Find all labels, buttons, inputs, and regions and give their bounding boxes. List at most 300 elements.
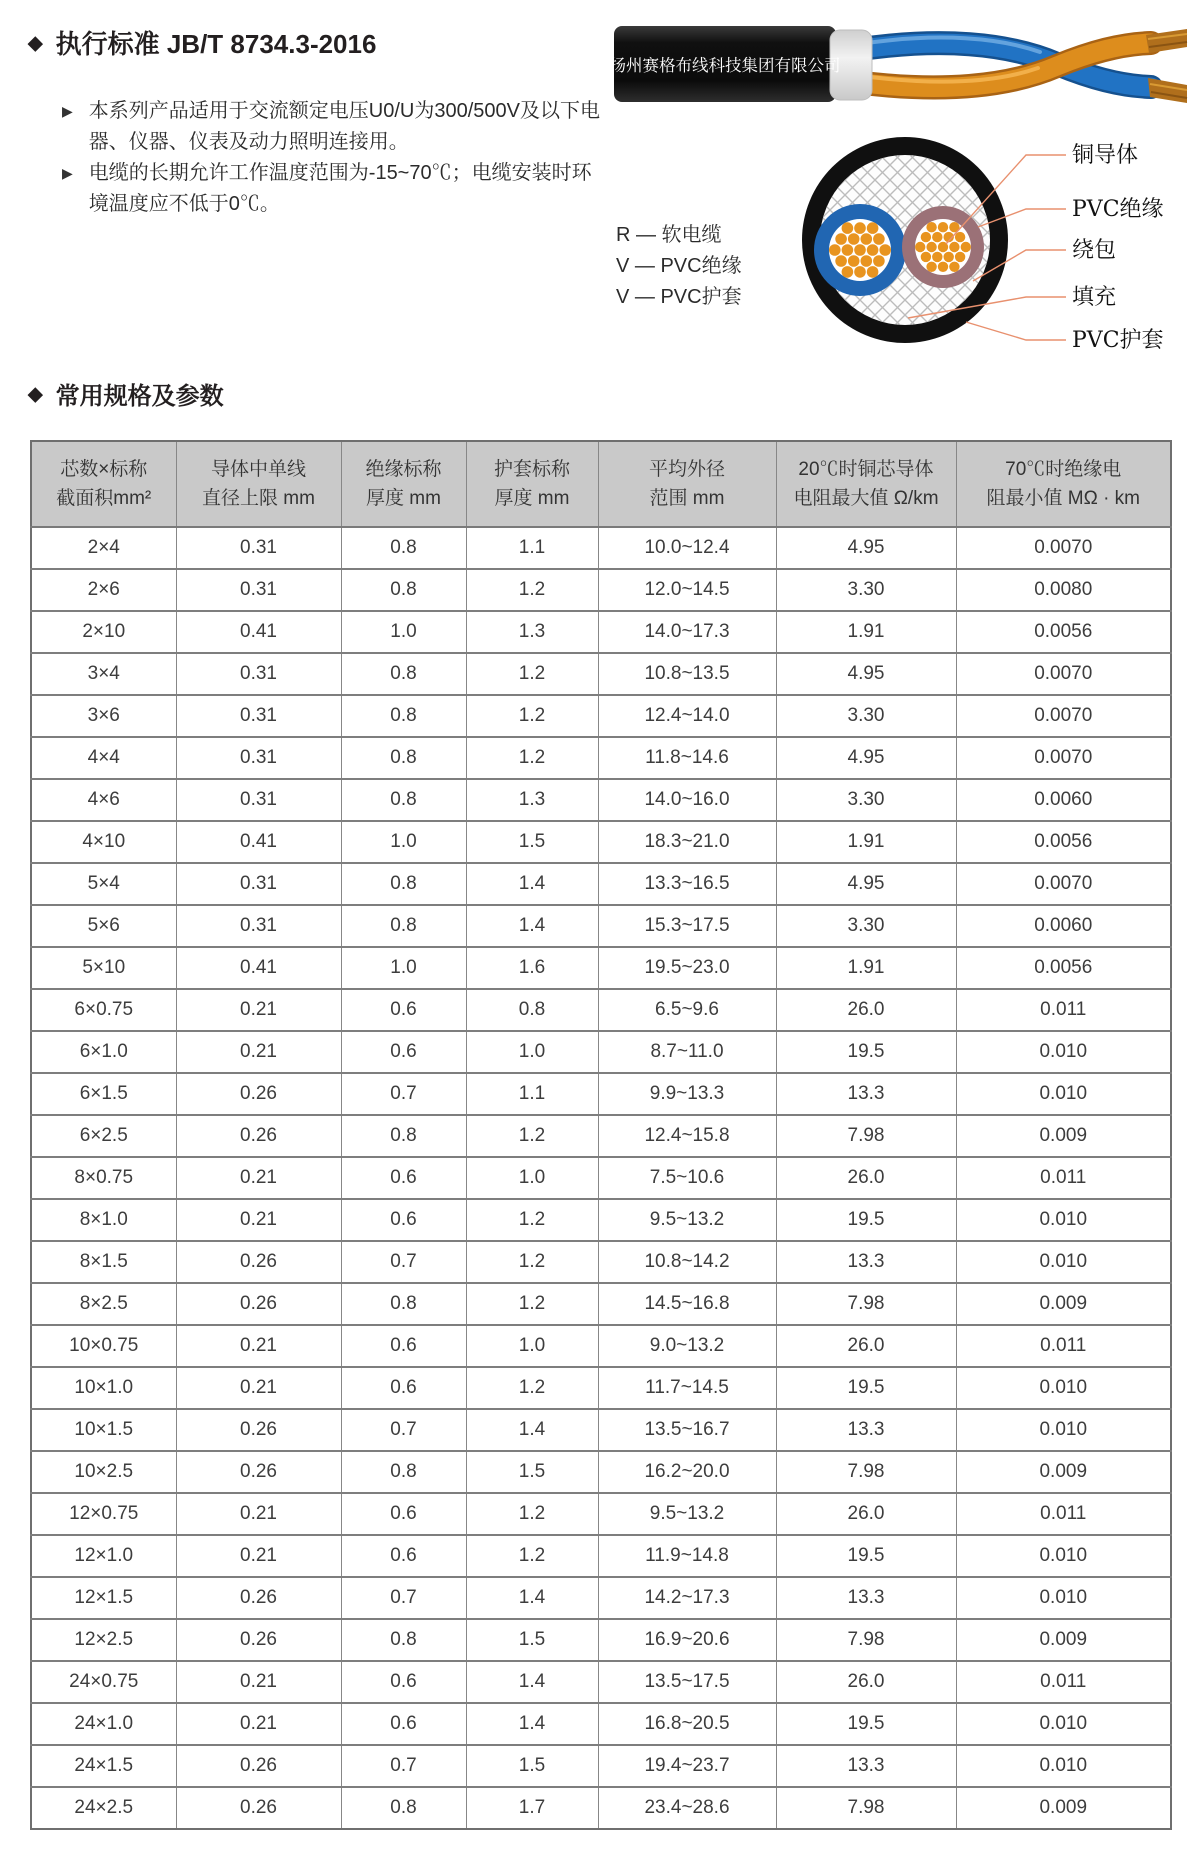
table-row xyxy=(31,1367,1171,1409)
table-cell: 24×1.5 xyxy=(31,1745,176,1787)
table-cell: 5×6 xyxy=(31,905,176,947)
table-cell: 4×10 xyxy=(31,821,176,863)
copper-strand-dot xyxy=(944,252,954,262)
copper-strand-dot xyxy=(873,255,885,267)
table-cell: 0.6 xyxy=(341,1661,466,1703)
table-cell: 10×0.75 xyxy=(31,1325,176,1367)
table-cell: 10×1.5 xyxy=(31,1409,176,1451)
copper-strand-dot xyxy=(842,266,854,278)
table-cell: 26.0 xyxy=(776,1493,956,1535)
copper-strand-dot xyxy=(848,255,860,267)
label-pvc-sheath: PVC护套 xyxy=(1072,328,1164,353)
table-cell: 0.21 xyxy=(176,989,341,1031)
copper-strand-dot xyxy=(949,242,959,252)
table-cell: 0.26 xyxy=(176,1619,341,1661)
table-cell: 0.8 xyxy=(341,695,466,737)
table-cell: 0.010 xyxy=(956,1745,1171,1787)
copper-strand-dot xyxy=(915,242,925,252)
col-header: 护套标称 厚度 mm xyxy=(466,441,598,527)
triangle-bullet-icon: ▶ xyxy=(62,103,73,119)
table-row xyxy=(31,1199,1171,1241)
table-cell: 10.8~14.2 xyxy=(598,1241,776,1283)
copper-strand-dot xyxy=(854,222,866,234)
copper-strand-dot xyxy=(961,242,971,252)
triangle-bullet-icon: ▶ xyxy=(62,165,73,181)
table-cell: 3.30 xyxy=(776,779,956,821)
table-cell: 0.7 xyxy=(341,1577,466,1619)
table-cell: 7.98 xyxy=(776,1283,956,1325)
copper-strand-dot xyxy=(829,244,841,256)
table-cell: 0.21 xyxy=(176,1031,341,1073)
copper-strand-dot xyxy=(932,252,942,262)
table-cell: 0.011 xyxy=(956,989,1171,1031)
table-cell: 0.26 xyxy=(176,1241,341,1283)
table-cell: 0.8 xyxy=(341,863,466,905)
table-cell: 13.5~17.5 xyxy=(598,1661,776,1703)
diamond-bullet-icon: ◆ xyxy=(28,33,43,54)
col-header: 芯数×标称 截面积mm² xyxy=(31,441,176,527)
spec-table-header xyxy=(31,441,1171,527)
type-code-legend xyxy=(616,220,742,313)
table-cell: 0.8 xyxy=(341,569,466,611)
table-row xyxy=(31,1157,1171,1199)
table-cell: 19.5 xyxy=(776,1535,956,1577)
table-cell: 13.5~16.7 xyxy=(598,1409,776,1451)
table-cell: 1.91 xyxy=(776,821,956,863)
table-cell: 1.4 xyxy=(466,1703,598,1745)
copper-strand-dot xyxy=(842,222,854,234)
table-cell: 13.3~16.5 xyxy=(598,863,776,905)
table-cell: 0.21 xyxy=(176,1535,341,1577)
copper-strand-dot xyxy=(879,244,891,256)
table-cell: 26.0 xyxy=(776,989,956,1031)
copper-strand-dot xyxy=(867,244,879,256)
table-row xyxy=(31,863,1171,905)
table-cell: 14.0~16.0 xyxy=(598,779,776,821)
intro-bullets xyxy=(62,96,610,220)
table-row xyxy=(31,653,1171,695)
table-cell: 1.1 xyxy=(466,1073,598,1115)
table-cell: 10×2.5 xyxy=(31,1451,176,1493)
table-cell: 9.9~13.3 xyxy=(598,1073,776,1115)
table-cell: 13.3 xyxy=(776,1409,956,1451)
table-cell: 7.98 xyxy=(776,1451,956,1493)
table-cell: 8×1.0 xyxy=(31,1199,176,1241)
table-cell: 0.21 xyxy=(176,1157,341,1199)
table-cell: 0.8 xyxy=(341,1619,466,1661)
table-cell: 0.0070 xyxy=(956,737,1171,779)
table-cell: 2×4 xyxy=(31,527,176,569)
copper-strand-dot xyxy=(926,222,936,232)
bullet-text: 本系列产品适用于交流额定电压U0/U为300/500V及以下电器、仪器、仪表及动力照明连接用。 xyxy=(88,100,600,153)
table-cell: 12.4~14.0 xyxy=(598,695,776,737)
table-cell: 23.4~28.6 xyxy=(598,1787,776,1829)
col-header: 绝缘标称 厚度 mm xyxy=(341,441,466,527)
cable-photo xyxy=(610,24,1188,108)
table-cell: 0.7 xyxy=(341,1409,466,1451)
section-title-specs xyxy=(28,376,224,411)
table-cell: 0.010 xyxy=(956,1199,1171,1241)
table-row xyxy=(31,1493,1171,1535)
table-cell: 12.0~14.5 xyxy=(598,569,776,611)
table-cell: 0.010 xyxy=(956,1367,1171,1409)
table-cell: 0.41 xyxy=(176,947,341,989)
table-cell: 1.2 xyxy=(466,1241,598,1283)
table-cell: 0.8 xyxy=(341,1115,466,1157)
table-cell: 0.31 xyxy=(176,905,341,947)
copper-strand-dot xyxy=(938,222,948,232)
table-row xyxy=(31,821,1171,863)
table-cell: 0.26 xyxy=(176,1409,341,1451)
table-cell: 0.0070 xyxy=(956,863,1171,905)
copper-strand-dot xyxy=(861,233,873,245)
table-cell: 8.7~11.0 xyxy=(598,1031,776,1073)
table-row xyxy=(31,1073,1171,1115)
table-cell: 9.0~13.2 xyxy=(598,1325,776,1367)
table-cell: 0.010 xyxy=(956,1535,1171,1577)
table-cell: 19.5 xyxy=(776,1031,956,1073)
table-cell: 0.6 xyxy=(341,1703,466,1745)
legend-line: V — PVC绝缘 xyxy=(616,255,742,277)
copper-strand-dot xyxy=(842,244,854,256)
table-cell: 1.5 xyxy=(466,1451,598,1493)
table-cell: 1.2 xyxy=(466,1535,598,1577)
table-cell: 5×4 xyxy=(31,863,176,905)
table-row xyxy=(31,1409,1171,1451)
table-cell: 14.0~17.3 xyxy=(598,611,776,653)
table-cell: 0.41 xyxy=(176,821,341,863)
table-cell: 2×10 xyxy=(31,611,176,653)
copper-strand-dot xyxy=(938,262,948,272)
copper-strand-dot xyxy=(873,233,885,245)
table-cell: 9.5~13.2 xyxy=(598,1493,776,1535)
copper-strand-dot xyxy=(926,242,936,252)
copper-strand-dot xyxy=(867,266,879,278)
table-row xyxy=(31,1031,1171,1073)
table-cell: 1.2 xyxy=(466,1115,598,1157)
table-cell: 0.010 xyxy=(956,1409,1171,1451)
table-cell: 16.8~20.5 xyxy=(598,1703,776,1745)
table-cell: 26.0 xyxy=(776,1325,956,1367)
table-cell: 4.95 xyxy=(776,737,956,779)
copper-strand-dot xyxy=(932,232,942,242)
table-row xyxy=(31,989,1171,1031)
table-cell: 14.2~17.3 xyxy=(598,1577,776,1619)
table-cell: 13.3 xyxy=(776,1073,956,1115)
table-cell: 0.0056 xyxy=(956,611,1171,653)
table-row xyxy=(31,737,1171,779)
table-cell: 7.98 xyxy=(776,1115,956,1157)
table-cell: 0.6 xyxy=(341,1493,466,1535)
legend-line: R — 软电缆 xyxy=(616,224,722,246)
table-cell: 1.0 xyxy=(341,821,466,863)
table-cell: 1.7 xyxy=(466,1787,598,1829)
table-cell: 19.5 xyxy=(776,1703,956,1745)
table-cell: 0.011 xyxy=(956,1661,1171,1703)
table-cell: 1.4 xyxy=(466,1409,598,1451)
table-cell: 0.8 xyxy=(341,1283,466,1325)
table-cell: 26.0 xyxy=(776,1661,956,1703)
bullet-item xyxy=(62,96,610,158)
table-cell: 0.8 xyxy=(341,527,466,569)
table-cell: 0.8 xyxy=(341,779,466,821)
header-row xyxy=(31,441,1171,527)
table-cell: 8×0.75 xyxy=(31,1157,176,1199)
table-cell: 1.0 xyxy=(341,611,466,653)
copper-strand-dot xyxy=(949,262,959,272)
table-cell: 8×1.5 xyxy=(31,1241,176,1283)
table-cell: 0.0056 xyxy=(956,947,1171,989)
table-cell: 0.26 xyxy=(176,1577,341,1619)
table-cell: 0.6 xyxy=(341,1535,466,1577)
table-cell: 7.98 xyxy=(776,1619,956,1661)
table-cell: 0.009 xyxy=(956,1787,1171,1829)
copper-strand-dot xyxy=(955,232,965,242)
table-cell: 0.26 xyxy=(176,1451,341,1493)
table-cell: 0.21 xyxy=(176,1199,341,1241)
table-cell: 13.3 xyxy=(776,1577,956,1619)
table-cell: 19.4~23.7 xyxy=(598,1745,776,1787)
table-cell: 1.4 xyxy=(466,1577,598,1619)
table-cell: 1.0 xyxy=(466,1325,598,1367)
col-header: 平均外径 范围 mm xyxy=(598,441,776,527)
core-mauve xyxy=(902,206,984,288)
label-copper-conductor: 铜导体 xyxy=(1072,143,1139,168)
table-row xyxy=(31,611,1171,653)
table-cell: 0.6 xyxy=(341,1157,466,1199)
table-cell: 1.0 xyxy=(466,1157,598,1199)
table-row xyxy=(31,1703,1171,1745)
standard-title-text: 执行标准 JB/T 8734.3-2016 xyxy=(55,29,377,59)
table-cell: 1.0 xyxy=(466,1031,598,1073)
table-cell: 19.5 xyxy=(776,1199,956,1241)
copper-strand-dot xyxy=(835,255,847,267)
copper-strand-dot xyxy=(955,252,965,262)
table-cell: 0.31 xyxy=(176,569,341,611)
table-row xyxy=(31,1283,1171,1325)
table-cell: 1.2 xyxy=(466,1283,598,1325)
table-cell: 6×1.5 xyxy=(31,1073,176,1115)
label-filler: 填充 xyxy=(1072,285,1117,310)
table-row xyxy=(31,1241,1171,1283)
table-cell: 1.1 xyxy=(466,527,598,569)
table-cell: 0.26 xyxy=(176,1745,341,1787)
table-cell: 0.011 xyxy=(956,1493,1171,1535)
table-cell: 0.26 xyxy=(176,1073,341,1115)
table-cell: 0.21 xyxy=(176,1325,341,1367)
copper-strand-dot xyxy=(921,252,931,262)
table-cell: 3.30 xyxy=(776,695,956,737)
table-cell: 4×4 xyxy=(31,737,176,779)
specs-title-text: 常用规格及参数 xyxy=(55,383,224,410)
table-row xyxy=(31,1787,1171,1829)
table-cell: 11.9~14.8 xyxy=(598,1535,776,1577)
table-cell: 7.5~10.6 xyxy=(598,1157,776,1199)
table-cell: 10.8~13.5 xyxy=(598,653,776,695)
table-cell: 0.31 xyxy=(176,737,341,779)
table-cell: 1.2 xyxy=(466,569,598,611)
table-cell: 0.009 xyxy=(956,1283,1171,1325)
table-cell: 0.21 xyxy=(176,1703,341,1745)
table-cell: 1.4 xyxy=(466,863,598,905)
table-cell: 0.26 xyxy=(176,1115,341,1157)
section-title-standard xyxy=(28,24,376,61)
table-cell: 3×6 xyxy=(31,695,176,737)
table-cell: 0.8 xyxy=(341,653,466,695)
table-cell: 0.31 xyxy=(176,653,341,695)
table-cell: 18.3~21.0 xyxy=(598,821,776,863)
table-cell: 0.0070 xyxy=(956,653,1171,695)
table-cell: 26.0 xyxy=(776,1157,956,1199)
copper-strand-dot xyxy=(854,244,866,256)
table-cell: 1.91 xyxy=(776,947,956,989)
table-cell: 12×1.5 xyxy=(31,1577,176,1619)
table-row xyxy=(31,1577,1171,1619)
table-cell: 0.0056 xyxy=(956,821,1171,863)
table-cell: 11.8~14.6 xyxy=(598,737,776,779)
table-cell: 0.31 xyxy=(176,779,341,821)
table-cell: 0.0070 xyxy=(956,695,1171,737)
table-cell: 11.7~14.5 xyxy=(598,1367,776,1409)
table-cell: 4.95 xyxy=(776,653,956,695)
table-cell: 0.6 xyxy=(341,989,466,1031)
table-cell: 1.4 xyxy=(466,1661,598,1703)
table-cell: 1.2 xyxy=(466,1493,598,1535)
table-cell: 0.010 xyxy=(956,1031,1171,1073)
table-cell: 6×0.75 xyxy=(31,989,176,1031)
table-cell: 1.3 xyxy=(466,779,598,821)
table-row xyxy=(31,1661,1171,1703)
copper-strand-dot xyxy=(867,222,879,234)
table-cell: 9.5~13.2 xyxy=(598,1199,776,1241)
table-cell: 2×6 xyxy=(31,569,176,611)
table-row xyxy=(31,779,1171,821)
table-cell: 1.5 xyxy=(466,1745,598,1787)
table-cell: 1.2 xyxy=(466,1199,598,1241)
core-blue xyxy=(814,204,906,296)
table-cell: 1.91 xyxy=(776,611,956,653)
spec-table-body xyxy=(31,527,1171,1829)
table-cell: 7.98 xyxy=(776,1787,956,1829)
table-cell: 12×2.5 xyxy=(31,1619,176,1661)
table-cell: 0.8 xyxy=(341,737,466,779)
table-cell: 4.95 xyxy=(776,863,956,905)
table-cell: 19.5 xyxy=(776,1367,956,1409)
table-row xyxy=(31,905,1171,947)
label-wrap: 绕包 xyxy=(1072,238,1117,263)
table-cell: 14.5~16.8 xyxy=(598,1283,776,1325)
table-cell: 0.010 xyxy=(956,1073,1171,1115)
table-cell: 0.009 xyxy=(956,1619,1171,1661)
table-cell: 0.8 xyxy=(341,1451,466,1493)
table-cell: 6×1.0 xyxy=(31,1031,176,1073)
brand-text: 扬州赛格布线科技集团有限公司 xyxy=(610,56,841,75)
table-cell: 0.6 xyxy=(341,1325,466,1367)
col-header: 导体中单线 直径上限 mm xyxy=(176,441,341,527)
table-row xyxy=(31,1619,1171,1661)
table-cell: 0.7 xyxy=(341,1745,466,1787)
table-cell: 4.95 xyxy=(776,527,956,569)
cross-section-diagram xyxy=(780,126,1200,366)
copper-strand-dot xyxy=(835,233,847,245)
bullet-item xyxy=(62,158,610,220)
copper-strand-dot xyxy=(848,233,860,245)
table-cell: 6×2.5 xyxy=(31,1115,176,1157)
table-cell: 24×1.0 xyxy=(31,1703,176,1745)
table-cell: 0.0060 xyxy=(956,905,1171,947)
table-cell: 13.3 xyxy=(776,1745,956,1787)
table-row xyxy=(31,1325,1171,1367)
table-row xyxy=(31,569,1171,611)
table-cell: 3×4 xyxy=(31,653,176,695)
table-cell: 0.011 xyxy=(956,1157,1171,1199)
table-cell: 0.31 xyxy=(176,695,341,737)
table-cell: 1.4 xyxy=(466,905,598,947)
table-cell: 1.5 xyxy=(466,821,598,863)
table-cell: 10.0~12.4 xyxy=(598,527,776,569)
table-cell: 0.8 xyxy=(466,989,598,1031)
table-cell: 1.2 xyxy=(466,737,598,779)
table-cell: 5×10 xyxy=(31,947,176,989)
table-cell: 0.0080 xyxy=(956,569,1171,611)
table-cell: 0.8 xyxy=(341,1787,466,1829)
copper-strand-dot xyxy=(926,262,936,272)
table-row xyxy=(31,695,1171,737)
table-cell: 1.2 xyxy=(466,653,598,695)
table-cell: 0.26 xyxy=(176,1283,341,1325)
table-row xyxy=(31,1535,1171,1577)
table-cell: 16.9~20.6 xyxy=(598,1619,776,1661)
copper-strand-dot xyxy=(854,266,866,278)
table-row xyxy=(31,1745,1171,1787)
table-cell: 0.7 xyxy=(341,1073,466,1115)
table-cell: 0.31 xyxy=(176,527,341,569)
bullet-text: 电缆的长期允许工作温度范围为-15~70℃；电缆安装时环境温度应不低于0℃。 xyxy=(88,162,592,215)
twisted-wires xyxy=(855,38,1151,88)
table-cell: 24×0.75 xyxy=(31,1661,176,1703)
copper-tip-bottom xyxy=(1148,78,1187,103)
copper-strand-dot xyxy=(921,232,931,242)
copper-strand-dot xyxy=(861,255,873,267)
table-cell: 0.21 xyxy=(176,1493,341,1535)
table-cell: 12.4~15.8 xyxy=(598,1115,776,1157)
table-cell: 3.30 xyxy=(776,905,956,947)
table-cell: 16.2~20.0 xyxy=(598,1451,776,1493)
table-row xyxy=(31,527,1171,569)
table-cell: 0.26 xyxy=(176,1787,341,1829)
table-cell: 0.010 xyxy=(956,1241,1171,1283)
table-cell: 0.21 xyxy=(176,1367,341,1409)
diamond-bullet-icon: ◆ xyxy=(28,384,43,405)
table-cell: 0.8 xyxy=(341,905,466,947)
col-header: 70℃时绝缘电 阻最小值 MΩ · km xyxy=(956,441,1171,527)
label-pvc-insulation: PVC绝缘 xyxy=(1072,197,1164,222)
table-cell: 0.6 xyxy=(341,1199,466,1241)
table-row xyxy=(31,947,1171,989)
table-cell: 10×1.0 xyxy=(31,1367,176,1409)
table-cell: 15.3~17.5 xyxy=(598,905,776,947)
table-cell: 0.009 xyxy=(956,1115,1171,1157)
table-cell: 0.011 xyxy=(956,1325,1171,1367)
spec-table xyxy=(30,440,1172,1830)
table-cell: 0.009 xyxy=(956,1451,1171,1493)
table-cell: 12×1.0 xyxy=(31,1535,176,1577)
table-cell: 12×0.75 xyxy=(31,1493,176,1535)
col-header: 20℃时铜芯导体 电阻最大值 Ω/km xyxy=(776,441,956,527)
table-cell: 0.31 xyxy=(176,863,341,905)
table-row xyxy=(31,1451,1171,1493)
table-cell: 0.6 xyxy=(341,1031,466,1073)
